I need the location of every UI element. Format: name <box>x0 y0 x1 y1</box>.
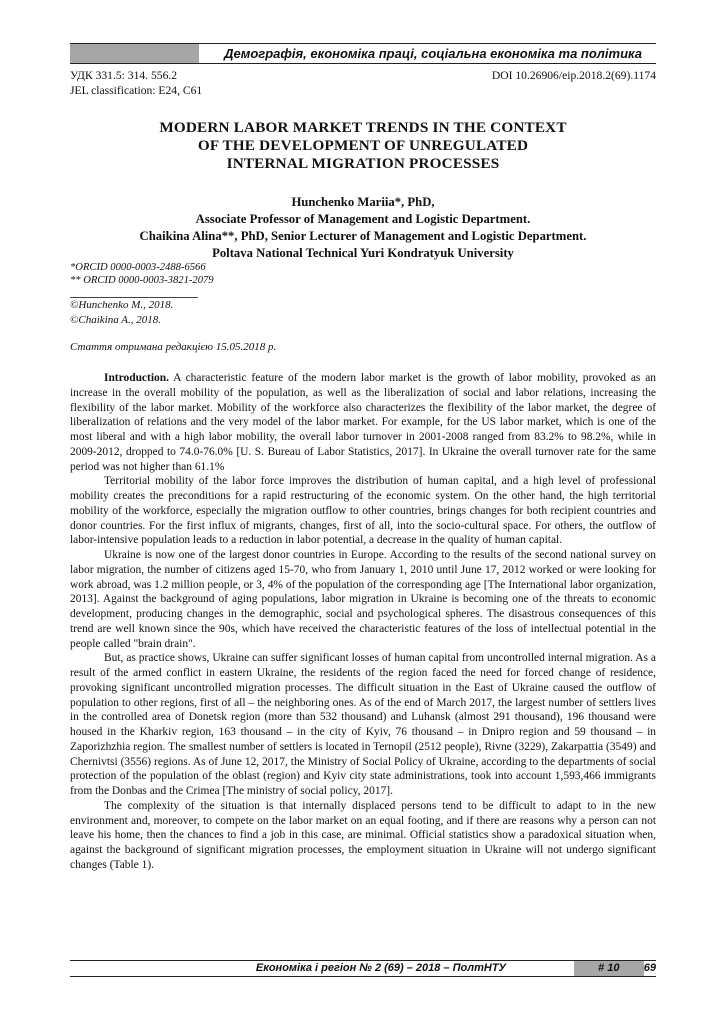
author-block <box>70 194 656 262</box>
article-meta <box>70 68 656 98</box>
page-number: 69 <box>643 962 656 974</box>
running-header <box>70 43 656 64</box>
title-line: INTERNAL MIGRATION PROCESSES <box>226 155 500 172</box>
udc-code: УДК 331.5: 314. 556.2 <box>70 69 178 82</box>
header-shade-block <box>70 44 199 63</box>
orcid-id: *ORCID 0000-0003-2488-6566 <box>70 262 206 273</box>
footer-spacer <box>70 961 256 976</box>
title-line: OF THE DEVELOPMENT OF UNREGULATED <box>197 137 529 154</box>
footer-issue-number: # 10 <box>574 961 644 976</box>
paragraph-text: In Ukraine the overall turnover rate for the same period was not higher than 61.1% <box>70 445 656 473</box>
paragraph: But, as practice shows, Ukraine can suffer significant losses of human capital from uncontrolled internal migration. As a result of the armed conflict in eastern Ukraine, the residents of the region faced the need for forced change of residence, provoking significant uncontrolled migration processes. The difficult situation in the East of Ukraine caused the outflow of population to other regions, first of all – the neighboring ones. As of the end of March 2017, the largest number of settlers lives in the controlled area of Donetsk region (more than 532 thousand) and Luhansk (almost 291 thousand), 196 thousand were housed in the Kharkiv region, 163 thousand – in the city of Kyiv, 76 thousand – in Dnipro region and 59 thousand – in Zaporizhzhia region. The smallest number of settlers is located in Ternopil (2512 people), Rivne (3229), Zakarpattia (3549) and Chernivtsi (3556) regions. As of June 12, 2017, the Ministry of Social Policy of Ukraine, according to the departments of social protection of the population of the oblast (region) and Kyiv city state administrations, took into account 1,593,466 immigrants from the Donbas and the Crimea [The ministry of social policy, 2017]. <box>70 652 656 797</box>
paragraph: Territorial mobility of the labor force improves the distribution of human capital, and a high level of professional mobility creates the preconditions for a rapid restructuring of the economic system. On the other hand, the high territorial mobility of the workforce, especially the migration outflow to other countries, brings changes for both recipient countries and donor countries. For the first influx of migrants, changes, first of all, into the socio-cultural space. For others, the outflow of labor-intensive population leads to a reduction in labor potential, a decrease in the quality of human capital. <box>70 475 656 547</box>
orcid-id: ** ORCID 0000-0003-3821-2079 <box>70 275 214 286</box>
jel-classification: JEL classification: E24, C61 <box>70 84 203 97</box>
article-title <box>70 119 656 173</box>
received-date: Стаття отримана редакцією 15.05.2018 р. <box>70 341 277 353</box>
running-footer <box>70 960 656 977</box>
footer-journal-name: Економіка і регіон № 2 (69) – 2018 – ПолтНТУ <box>255 962 506 974</box>
copyright-line: ©Hunchenko M., 2018. <box>70 299 174 311</box>
paragraph-text: A characteristic feature of the modern labor market is the growth of labor mobility, provoked as an increase in the overall mobility of the population, as well as the liberalization of social and labor relations, increasing the flexibility of the labor market. Mobility of the workforce also characterizes the flexibility of the labor market, the degree of liberalization of relations and the very model of the labor market. For example, for the US labor market, which is one of the most liberal and with a high labor mobility, the overall labor turnover in 2001-2008 ranged from 83.2% to 98.2%, while in 2009-2012, dropped to 74.0-76.0% [U. S. Bureau of Labor Statistics, 2017]. <box>70 372 656 458</box>
author-line: Hunchenko Mariia*, PhD, <box>291 195 435 209</box>
copyright-line: ©Chaikina A., 2018. <box>70 314 161 326</box>
author-line: Chaikina Alina**, PhD, Senior Lecturer of Management and Logistic Department. <box>139 229 587 243</box>
section-heading-introduction: Introduction. <box>104 372 169 384</box>
header-section-title: Демографія, економіка праці, соціальна економіка та політика <box>224 46 642 61</box>
affiliation-line: Poltava National Technical Yuri Kondratyuk University <box>212 246 514 260</box>
paragraph: The complexity of the situation is that internally displaced persons tend to be difficult to adapt to in the new environment and, moreover, to compete on the labor market on an equal footing, and if there are reasons why a person can not leave his home, then the chances to find a job in this case, are minimal. Official statistics show a paradoxical situation when, against the background of significant migration processes, the employment situation in Ukraine will not undergo significant changes (Table 1). <box>70 799 656 871</box>
paragraph: Ukraine is now one of the largest donor countries in Europe. According to the results of the second national survey on labor migration, the number of citizens aged 15-70, who from January 1, 2010 until June 17, 2012 worked or were looking for work abroad, was 1.2 million people, or 3, 4% of the population of the corresponding age [The International labor organization, 2013]. Against the background of aging populations, labor migration in Ukraine is becoming one of the threats to economic development, producing changes in the demographic, social and psychological spheres. The disastrous consequences of this trend are well known since the 90s, which have received the characteristic features of the loss of intellectual potential in the people called "brain drain". <box>70 549 656 650</box>
orcid-block <box>70 261 214 287</box>
article-body <box>70 371 656 873</box>
doi: DOI 10.26906/eip.2018.2(69).1174 <box>491 69 656 82</box>
title-line: MODERN LABOR MARKET TRENDS IN THE CONTEXT <box>159 119 567 136</box>
author-line: Associate Professor of Management and Logistic Department. <box>195 212 531 226</box>
copyright-block <box>70 298 173 328</box>
paragraph <box>70 371 656 474</box>
